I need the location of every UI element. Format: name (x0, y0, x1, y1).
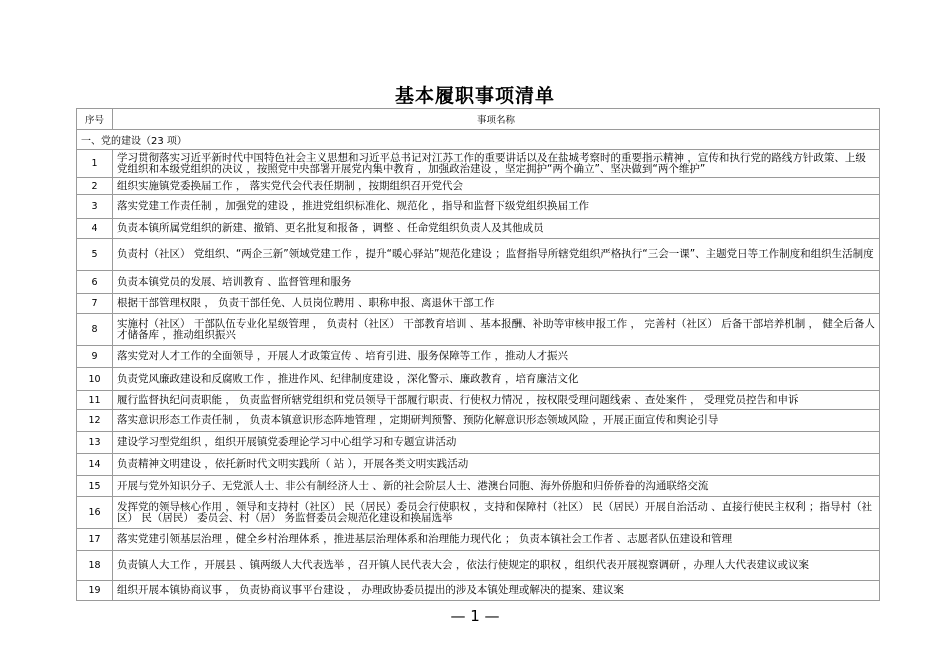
row-number: 8 (77, 314, 113, 346)
row-number: 15 (77, 476, 113, 497)
row-text: 实施村（社区） 干部队伍专业化星级管理 ， 负责村（社区） 干部教育培训 、基本报酬、补助等审核申报工作 ， 完善村（社区） 后备干部培养机制 ， 健全后备人才储备库 ，推动组织振兴 (113, 314, 880, 346)
row-number: 10 (77, 368, 113, 391)
row-number: 11 (77, 391, 113, 410)
row-text: 学习贯彻落实习近平新时代中国特色社会主义思想和习近平总书记对江苏工作的重要讲话以及在盐城考察时的重要指示精神 ，宣传和执行党的路线方针政策、上级党组织和本级党组织的决议 ，按照党中央部署开展党内集中教育 ，加强政治建设 ，坚定拥护“两个确立”、坚决做到“两个维护” (113, 150, 880, 178)
row-text: 组织实施镇党委换届工作 ， 落实党代会代表任期制 ，按期组织召开党代会 (113, 178, 880, 195)
row-text: 建设学习型党组织 ，组织开展镇党委理论学习中心组学习和专题宣讲活动 (113, 432, 880, 454)
table-row (77, 497, 880, 529)
table-row (77, 271, 880, 294)
table-row (77, 178, 880, 195)
row-number: 3 (77, 195, 113, 219)
row-number: 2 (77, 178, 113, 195)
section-row (77, 130, 880, 150)
table-row (77, 368, 880, 391)
row-number: 18 (77, 551, 113, 581)
row-text: 发挥党的领导核心作用 ，领导和支持村（社区） 民（居民）委员会行使职权 ，支持和保障村（社区） 民（居民）开展自治活动 、直接行使民主权利 ；指导村（社区） 民（居民） 委员会、村（居） 务监督委员会规范化建设和换届选举 (113, 497, 880, 529)
table-row (77, 346, 880, 368)
duty-list-table (76, 108, 880, 601)
table-row (77, 581, 880, 601)
row-number: 13 (77, 432, 113, 454)
table-row (77, 476, 880, 497)
row-number: 9 (77, 346, 113, 368)
table-row (77, 551, 880, 581)
row-number: 17 (77, 529, 113, 551)
row-text: 落实党对人才工作的全面领导 ，开展人才政策宣传 、培育引进、服务保障等工作 ，推动人才振兴 (113, 346, 880, 368)
table-row (77, 314, 880, 346)
row-text: 负责村（社区） 党组织、“两企三新”领域党建工作 ，提升“暖心驿站”规范化建设 ；监督指导所辖党组织严格执行“三会一课”、主题党日等工作制度和组织生活制度 (113, 239, 880, 271)
table-row (77, 195, 880, 219)
row-number: 4 (77, 219, 113, 239)
row-number: 16 (77, 497, 113, 529)
row-number: 19 (77, 581, 113, 601)
page-title: 基本履职事项清单 (394, 85, 555, 107)
table-row (77, 150, 880, 178)
header-item-name: 事项名称 (113, 109, 880, 130)
table-row (77, 219, 880, 239)
table-row (77, 410, 880, 432)
section-title: 一、党的建设（23 项） (77, 130, 880, 150)
row-number: 1 (77, 150, 113, 178)
row-text: 负责党风廉政建设和反腐败工作 ，推进作风、纪律制度建设 ，深化警示、廉政教育 ，培育廉洁文化 (113, 368, 880, 391)
table-row (77, 294, 880, 314)
row-text: 开展与党外知识分子、无党派人士、非公有制经济人士 、新的社会阶层人士、港澳台同胞、海外侨胞和归侨侨眷的沟通联络交流 (113, 476, 880, 497)
row-text: 负责精神文明建设 ，依托新时代文明实践所（ 站 ），开展各类文明实践活动 (113, 454, 880, 476)
table-row (77, 239, 880, 271)
row-text: 负责镇人大工作 ，开展县 、镇两级人大代表选举 ，召开镇人民代表大会 ，依法行使规定的职权 ，组织代表开展视察调研 ，办理人大代表建议或议案 (113, 551, 880, 581)
row-text: 负责本镇所属党组织的新建、撤销、更名批复和报备 ，调整 、任命党组织负责人及其他成员 (113, 219, 880, 239)
row-text: 组织开展本镇协商议事 ， 负责协商议事平台建设 ， 办理政协委员提出的涉及本镇处理或解决的提案、建议案 (113, 581, 880, 601)
row-text: 根据干部管理权限 ， 负责干部任免、人员岗位聘用 、职称申报、离退休干部工作 (113, 294, 880, 314)
table-row (77, 454, 880, 476)
table-header-row (77, 109, 880, 130)
row-number: 14 (77, 454, 113, 476)
row-text: 落实党建引领基层治理 ，健全乡村治理体系 ，推进基层治理体系和治理能力现代化 ； 负责本镇社会工作者 、志愿者队伍建设和管理 (113, 529, 880, 551)
table-row (77, 391, 880, 410)
table-row (77, 529, 880, 551)
row-number: 6 (77, 271, 113, 294)
row-text: 履行监督执纪问责职能 ， 负责监督所辖党组织和党员领导干部履行职责、行使权力情况 ，按权限受理问题线索 、查处案件 ， 受理党员控告和申诉 (113, 391, 880, 410)
table-row (77, 432, 880, 454)
row-number: 7 (77, 294, 113, 314)
row-number: 5 (77, 239, 113, 271)
row-number: 12 (77, 410, 113, 432)
page-number: — 1 — (450, 607, 500, 625)
row-text: 负责本镇党员的发展、培训教育 、监督管理和服务 (113, 271, 880, 294)
row-text: 落实意识形态工作责任制 ， 负责本镇意识形态阵地管理 ，定期研判预警、预防化解意识形态领域风险 ，开展正面宣传和舆论引导 (113, 410, 880, 432)
header-serial-number: 序号 (77, 109, 113, 130)
row-text: 落实党建工作责任制 ，加强党的建设 ，推进党组织标准化、规范化 ，指导和监督下级党组织换届工作 (113, 195, 880, 219)
